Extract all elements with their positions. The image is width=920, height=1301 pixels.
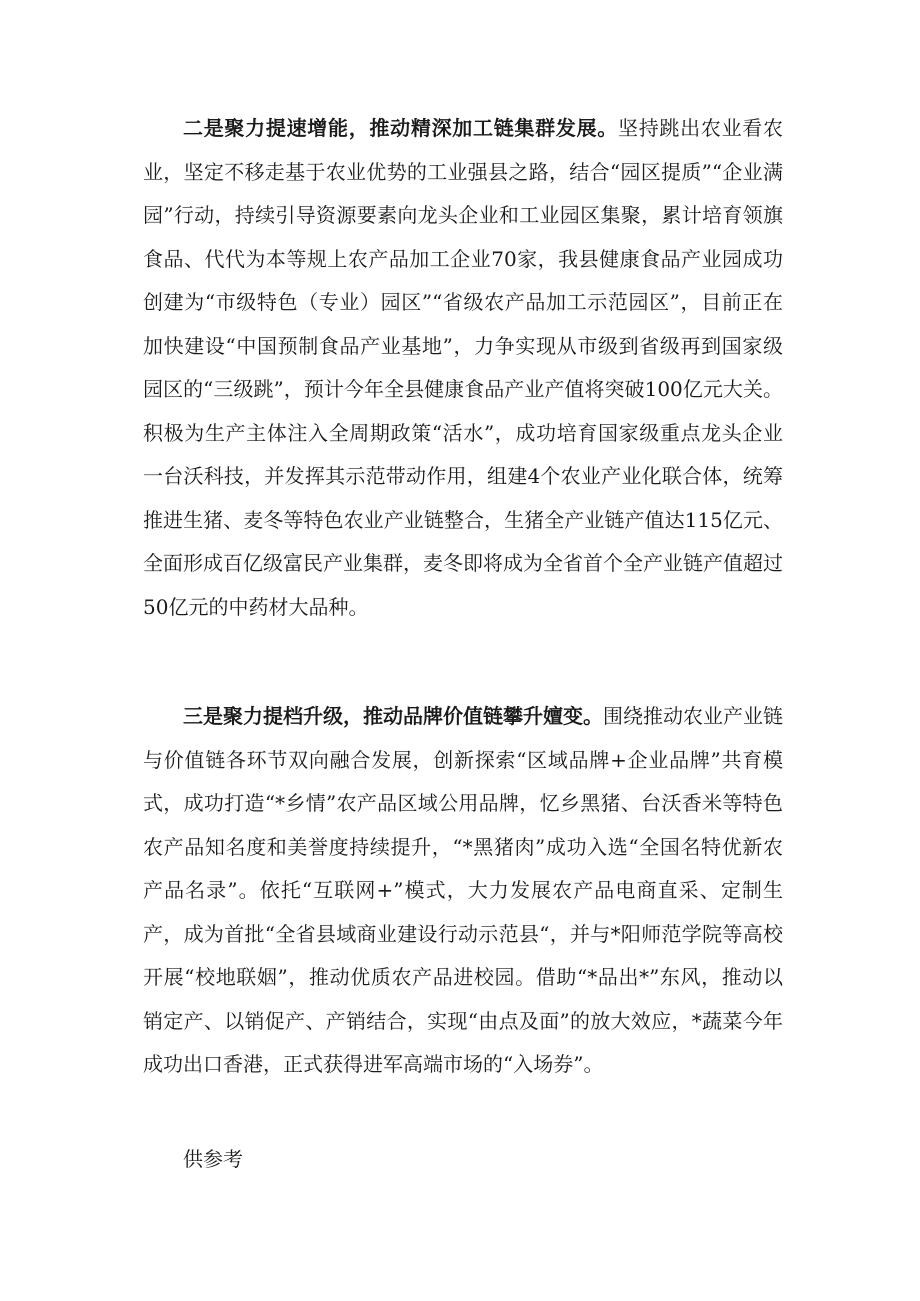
paragraph-lead-heading: 三是聚力提档升级，推动品牌价值链攀升嬗变。 [183, 704, 603, 728]
paragraph-body: 围绕推动农业产业链与价值链各环节双向融合发展，创新探索“区域品牌+企业品牌”共育模式，成功打造“*乡情”农产品区域公用品牌，忆乡黑猪、台沃香米等特色农产品知名度和美誉度持续提升，“*黑猪肉”成功入选“全国名特优新农产品名录”。依托“互联网+”模式，大力发展农产品电商直采、定制生产，成为首批“全省县域商业建设行动示范县“，并与*阳师范学院等高校开展“校地联姻”，推动优质农产品进校园。借助“*品出*”东风，推动以销定产、以销促产、产销结合，实现“由点及面”的放大效应，*蔬菜今年成功出口香港，正式获得进军高端市场的“入场券”。 [143, 704, 783, 1076]
paragraph-lead-heading: 二是聚力提速增能，推动精深加工链集群发展。 [183, 116, 618, 140]
paragraph-brand-value-chain [143, 695, 783, 1087]
paragraph-processing-chain [143, 107, 783, 629]
closing-note: 供参考 [183, 1147, 243, 1171]
paragraph-body: 坚持跳出农业看农业，坚定不移走基于农业优势的工业强县之路，结合“园区提质”“企业满园”行动，持续引导资源要素向龙头企业和工业园区集聚，累计培育领旗食品、代代为本等规上农产品加工企业70家，我县健康食品产业园成功创建为“市级特色（专业）园区”“省级农产品加工示范园区”，目前正在加快建设“中国预制食品产业基地”，力争实现从市级到省级再到国家级园区的“三级跳”，预计今年全县健康食品产业产值将突破100亿元大关。积极为生产主体注入全周期政策“活水”，成功培育国家级重点龙头企业一台沃科技，并发挥其示范带动作用，组建4个农业产业化联合体，统筹推进生猪、麦冬等特色农业产业链整合，生猪全产业链产值达115亿元、全面形成百亿级富民产业集群，麦冬即将成为全省首个全产业链产值超过50亿元的中药材大品种。 [143, 116, 784, 619]
